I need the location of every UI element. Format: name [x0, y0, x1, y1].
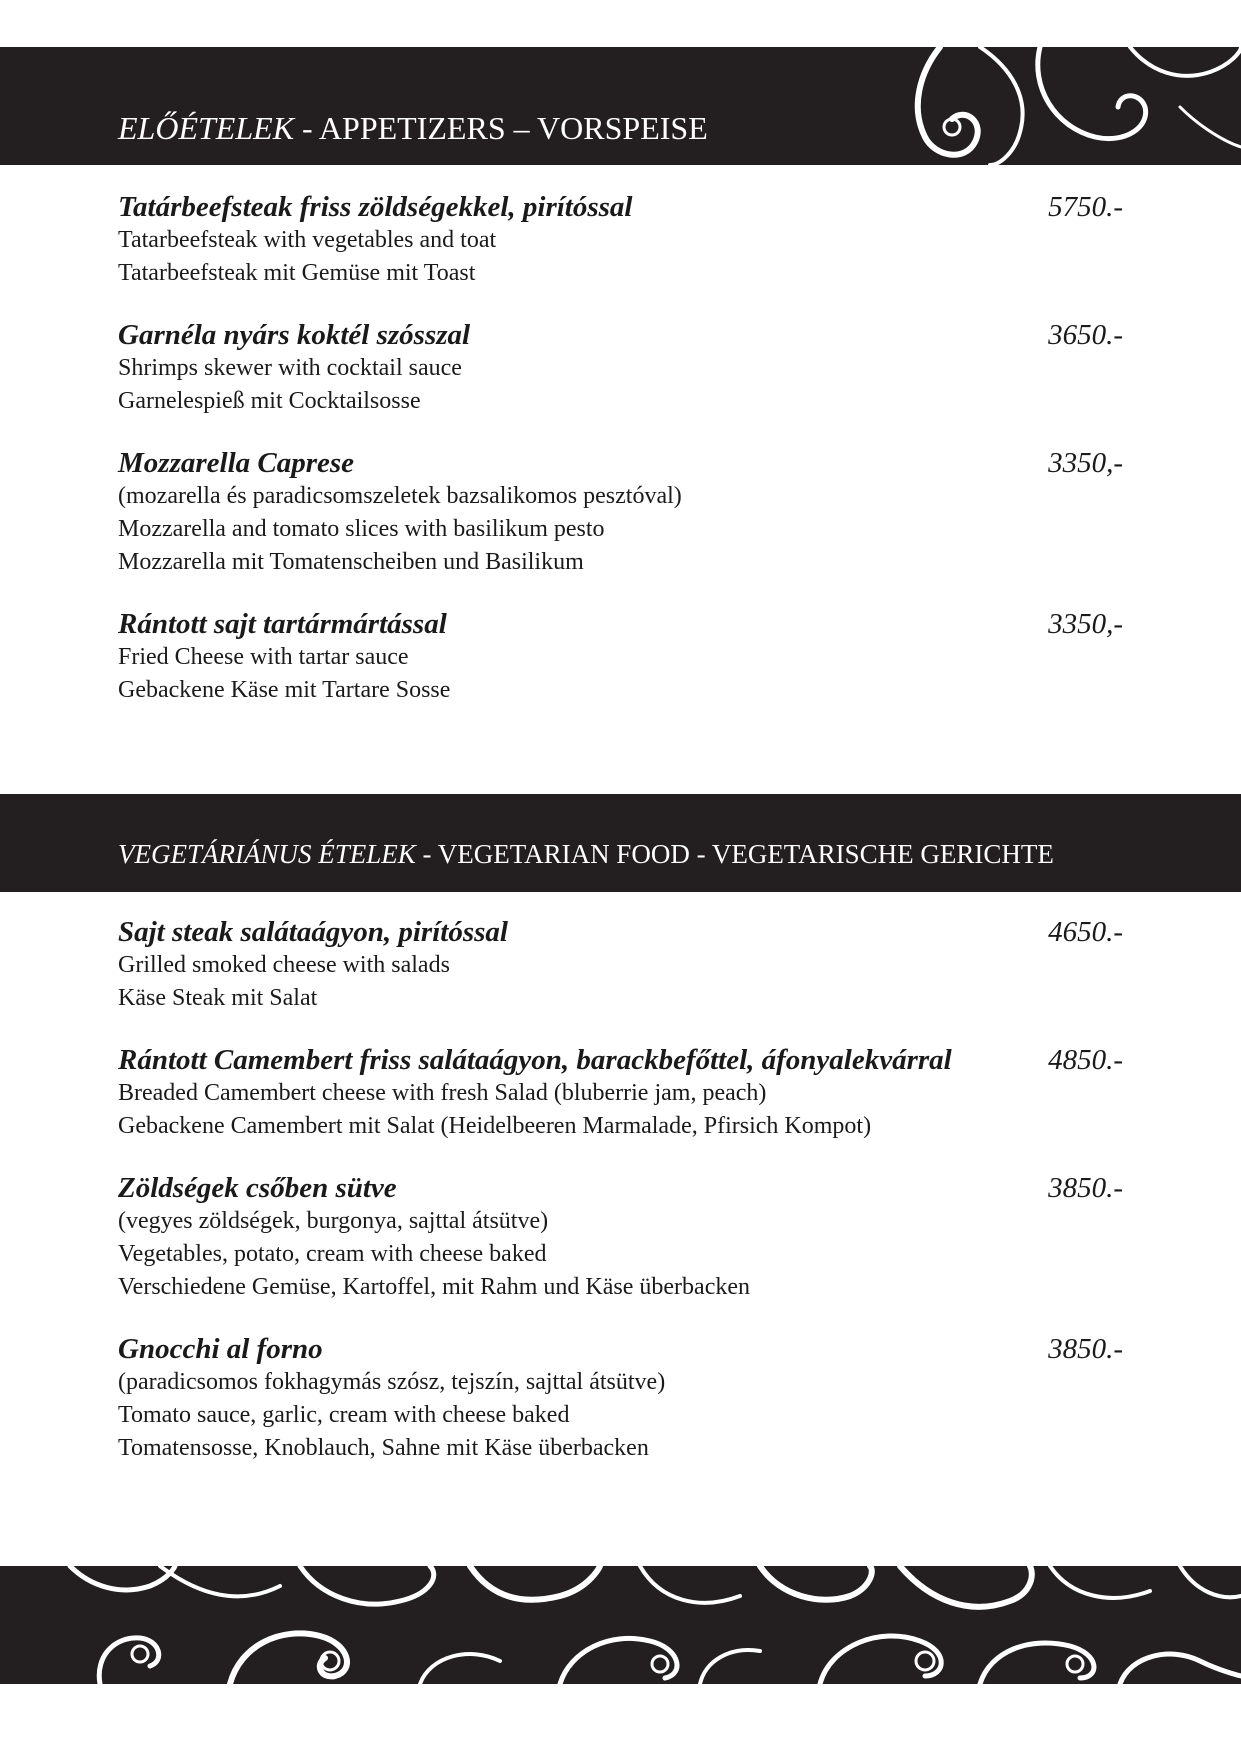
item-description: Gebackene Käse mit Tartare Sosse — [118, 677, 451, 703]
item-price: 3850.- — [1048, 1333, 1123, 1365]
item-description: Gebackene Camembert mit Salat (Heidelbeeren Marmalade, Pfirsich Kompot) — [118, 1113, 872, 1139]
swirl-ornament-icon — [0, 1566, 1241, 1684]
item-price: 4850.- — [1048, 1044, 1123, 1076]
item-description: Tomatensosse, Knoblauch, Sahne mit Käse überbacken — [118, 1435, 649, 1461]
swirl-ornament-icon — [880, 47, 1241, 165]
menu-item — [118, 1171, 1123, 1304]
item-price: 5750.- — [1048, 191, 1123, 223]
section-title: VEGETÁRIÁNUS ÉTELEK - VEGETARIAN FOOD - VEGETARISCHE GERICHTE — [118, 839, 1054, 869]
item-description: Grilled smoked cheese with salads — [118, 952, 450, 978]
menu-item — [118, 607, 1123, 707]
item-name: Rántott Camembert friss salátaágyon, barackbefőttel, áfonyalekvárral — [118, 1044, 952, 1076]
item-description: Tatarbeefsteak mit Gemüse mit Toast — [118, 260, 476, 286]
section-header-vegetarian — [0, 794, 1241, 892]
item-description: Garnelespieß mit Cocktailsosse — [118, 388, 421, 414]
section-header-appetizers — [0, 47, 1241, 165]
menu-item — [118, 1332, 1123, 1465]
item-price: 3350,- — [1048, 447, 1123, 479]
menu-section-vegetarian — [118, 915, 1123, 1465]
item-name: Mozzarella Caprese — [118, 447, 355, 479]
menu-item — [118, 1043, 1123, 1143]
item-description: Mozzarella and tomato slices with basilikum pesto — [118, 516, 605, 542]
menu-item — [118, 446, 1123, 579]
item-price: 3650.- — [1048, 319, 1123, 351]
item-description: (paradicsomos fokhagymás szósz, tejszín, sajttal átsütve) — [118, 1369, 666, 1395]
menu-section-appetizers — [118, 190, 1123, 707]
item-description: Fried Cheese with tartar sauce — [118, 644, 409, 670]
item-price: 3850.- — [1048, 1172, 1123, 1204]
item-description: Verschiedene Gemüse, Kartoffel, mit Rahm und Käse überbacken — [118, 1274, 751, 1300]
section-title: ELŐÉTELEK - APPETIZERS – VORSPEISE — [118, 110, 708, 146]
item-name: Sajt steak salátaágyon, pirítóssal — [118, 916, 508, 948]
footer-ornament-band — [0, 1566, 1241, 1684]
item-description: Tatarbeefsteak with vegetables and toat — [118, 227, 497, 253]
item-description: Käse Steak mit Salat — [118, 985, 318, 1011]
item-description: Tomato sauce, garlic, cream with cheese baked — [118, 1402, 570, 1428]
item-name: Zöldségek csőben sütve — [118, 1172, 397, 1204]
item-price: 4650.- — [1048, 916, 1123, 948]
menu-item — [118, 190, 1123, 290]
item-description: Shrimps skewer with cocktail sauce — [118, 355, 462, 381]
item-name: Gnocchi al forno — [118, 1333, 323, 1365]
item-price: 3350,- — [1048, 608, 1123, 640]
item-description: (vegyes zöldségek, burgonya, sajttal átsütve) — [118, 1208, 549, 1234]
item-description: (mozarella és paradicsomszeletek bazsalikomos pesztóval) — [118, 483, 682, 509]
menu-item — [118, 915, 1123, 1015]
item-description: Vegetables, potato, cream with cheese baked — [118, 1241, 547, 1267]
item-name: Garnéla nyárs koktél szósszal — [118, 319, 471, 351]
menu-item — [118, 318, 1123, 418]
item-name: Tatárbeefsteak friss zöldségekkel, pirítóssal — [118, 191, 633, 223]
item-description: Mozzarella mit Tomatenscheiben und Basilikum — [118, 549, 584, 575]
item-name: Rántott sajt tartármártással — [118, 608, 447, 640]
item-description: Breaded Camembert cheese with fresh Salad (bluberrie jam, peach) — [118, 1080, 767, 1106]
